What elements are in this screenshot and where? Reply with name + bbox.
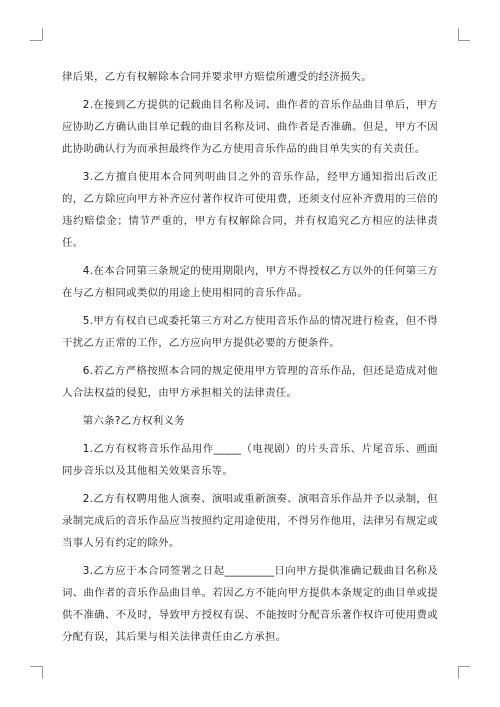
crop-mark-bottom-left	[42, 666, 43, 678]
paragraph-clause-5-2: 2.在接到乙方提供的记载曲目名称及词、曲作者的音乐作品曲目单后，甲方应协助乙方确认曲目单记载的曲目名称及词、曲作者是否准确。但是，甲方不因此协助确认行为而承担最终作为乙方使用音乐作品的曲目单失实的有关责任。	[62, 99, 438, 155]
crop-mark-bottom-right	[458, 666, 459, 678]
paragraph-clause-6-1: 1.乙方有权将音乐作品用作_____（电视剧）的片头音乐、片尾音乐、画面同步音乐以及其他相关效果音乐等。	[62, 443, 438, 477]
section-heading-article-6: 第六条?乙方权利义务	[82, 415, 185, 427]
paragraph-clause-6-3: 3.乙方应于本合同签署之日起_________日向甲方提供准确记载曲目名称及词、曲作者的音乐作品曲目单。若因乙方不能向甲方提供本条规定的曲目单或提供不准确、不及时，导致甲方授权有误、不能按时分配音乐著作权许可使用费或分配有误，其后果与相关法律责任由乙方承担。	[62, 565, 438, 643]
paragraph-clause-5-4: 4.在本合同第三条规定的使用期限内，甲方不得授权乙方以外的任何第三方在与乙方相同或类似的用途上使用相同的音乐作品。	[62, 265, 438, 299]
paragraph-clause-6-2: 2.乙方有权聘用他人演奏、演唱或重新演奏、演唱音乐作品并予以录制，但录制完成后的音乐作品应当按照约定用途使用，不得另作他用，法律另有规定或当事人另有约定的除外。	[62, 493, 438, 549]
crop-mark-bottom-right	[458, 666, 470, 667]
crop-mark-top-right	[458, 28, 459, 40]
crop-mark-bottom-left	[30, 666, 42, 667]
paragraph-continuation: 律后果，乙方有权解除本合同并要求甲方赔偿所遭受的经济损失。	[62, 71, 373, 83]
paragraph-clause-5-5: 5.甲方有权自已或委托第三方对乙方使用音乐作品的情况进行检查，但不得干扰乙方正常的工作，乙方应向甲方提供必要的方便条件。	[62, 315, 438, 349]
crop-mark-top-left	[42, 28, 43, 40]
paragraph-clause-5-6: 6.若乙方严格按照本合同的规定使用甲方管理的音乐作品，但还是造成对他人合法权益的侵犯，由甲方承担相关的法律责任。	[62, 365, 438, 399]
paragraph-clause-5-3: 3.乙方擅自使用本合同列明曲目之外的音乐作品，经甲方通知指出后改正的，乙方除应向甲方补齐应付著作权许可使用费，还须支付应补齐费用的三倍的违约赔偿金；情节严重的，甲方有权解除合同，并有权追究乙方相应的法律责任。	[62, 171, 438, 249]
crop-mark-top-right	[458, 40, 470, 41]
crop-mark-top-left	[30, 40, 42, 41]
document-body	[62, 66, 438, 654]
